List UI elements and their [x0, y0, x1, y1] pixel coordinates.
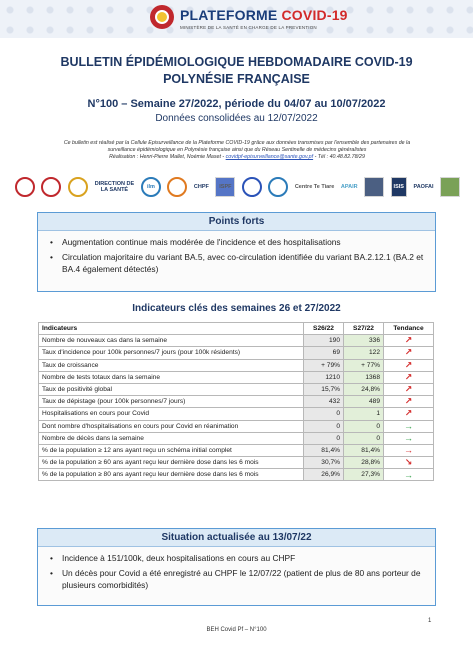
situation-heading: Situation actualisée au 13/07/22	[38, 529, 435, 547]
partner-logo: Centre Te Tiare	[294, 184, 335, 190]
partner-logo	[440, 177, 460, 197]
indicator-label: % de la population ≥ 12 ans ayant reçu un schéma initial complet	[39, 444, 304, 456]
credits-block	[42, 140, 432, 162]
indicator-label: Nombre de décès dans la semaine	[39, 432, 304, 444]
trend-arrow-icon: ↗	[384, 347, 434, 359]
col-s27: S27/22	[344, 323, 384, 335]
table-row	[39, 432, 434, 444]
table-row	[39, 457, 434, 469]
trend-arrow-icon: ↗	[384, 396, 434, 408]
bullet-icon: •	[50, 553, 53, 563]
bulletin-title: BULLETIN ÉPIDÉMIOLOGIQUE HEBDOMADAIRE COVID-19	[60, 55, 413, 69]
brand-part2: COVID-19	[281, 7, 348, 23]
consolidation-date: Données consolidées au 12/07/2022	[155, 113, 318, 124]
table-row	[39, 444, 434, 456]
indicator-label: Taux de croissance	[39, 359, 304, 371]
partner-logo: ilm	[141, 177, 161, 197]
situation-item: • Un décès pour Covid a été enregistré au CHPF le 12/07/22 (patient de plus de 80 ans porteur de plusieurs comorbidités)	[50, 568, 421, 590]
indicators-table	[38, 322, 434, 481]
partner-logo	[268, 177, 288, 197]
bullet-icon: •	[50, 237, 53, 247]
highlights-box	[37, 212, 436, 292]
partner-logo	[15, 177, 35, 197]
indicator-label: Nombre de tests totaux dans la semaine	[39, 371, 304, 383]
table-row	[39, 371, 434, 383]
bullet-icon: •	[50, 568, 53, 578]
indicators-heading: Indicateurs clés des semaines 26 et 27/2022	[132, 303, 341, 314]
col-trend: Tendance	[384, 323, 434, 335]
value-s27: 24,8%	[344, 383, 384, 395]
value-s27: 28,8%	[344, 457, 384, 469]
partner-logo: CHPF	[193, 184, 209, 190]
trend-arrow-icon: ↗	[384, 383, 434, 395]
value-s27: 0	[344, 432, 384, 444]
highlights-heading: Points forts	[38, 213, 435, 231]
partner-logo: APAIR	[340, 184, 358, 190]
value-s26: 30,7%	[304, 457, 344, 469]
trend-arrow-icon: →	[384, 469, 434, 481]
value-s26: 432	[304, 396, 344, 408]
table-row	[39, 347, 434, 359]
contact-email-link[interactable]: covidpf-episurveillance@sante.gov.pf	[225, 154, 314, 161]
value-s27: 122	[344, 347, 384, 359]
indicator-label: Taux d'incidence pour 100k personnes/7 jours (pour 100k résidents)	[39, 347, 304, 359]
page-number: 1	[428, 618, 432, 624]
credits-line3	[42, 154, 432, 161]
value-s26: + 79%	[304, 359, 344, 371]
table-row	[39, 335, 434, 347]
partner-logo	[242, 177, 262, 197]
partner-logo: PAOFAI	[413, 184, 434, 190]
value-s26: 26,9%	[304, 469, 344, 481]
partner-logo: ISIS	[391, 177, 407, 197]
col-s26: S26/22	[304, 323, 344, 335]
indicator-label: Hospitalisations en cours pour Covid	[39, 408, 304, 420]
trend-arrow-icon: →	[384, 432, 434, 444]
indicator-label: % de la population ≥ 80 ans ayant reçu leur dernière dose dans les 6 mois	[39, 469, 304, 481]
trend-arrow-icon: ↗	[384, 359, 434, 371]
brand-part1: PLATEFORME	[180, 7, 278, 23]
value-s26: 15,7%	[304, 383, 344, 395]
region-title: POLYNÉSIE FRANÇAISE	[163, 72, 310, 86]
highlight-item: • Augmentation continue mais modérée de l'incidence et des hospitalisations	[50, 237, 341, 247]
indicator-label: Taux de positivité global	[39, 383, 304, 395]
trend-arrow-icon: →	[384, 420, 434, 432]
indicator-label: Nombre de nouveaux cas dans la semaine	[39, 335, 304, 347]
credits-line1: Ce bulletin est réalisé par la Cellule Episurveillance de la Plateforme COVID-19 grâce aux données transmises par l'ensemble des partenaires de la	[63, 140, 411, 146]
value-s26: 69	[304, 347, 344, 359]
value-s27: 1	[344, 408, 384, 420]
phone-text: - Tél : 40.48.82.78/29	[313, 154, 365, 161]
value-s27: 489	[344, 396, 384, 408]
trend-arrow-icon: ↗	[384, 371, 434, 383]
value-s27: 27,3%	[344, 469, 384, 481]
value-s26: 0	[304, 420, 344, 432]
credits-line2: surveillance épidémiologique en Polynésie française ainsi que du Réseau Sentinelle de médecins généralistes	[107, 147, 367, 154]
partner-logo	[364, 177, 384, 197]
partner-logo	[68, 177, 88, 197]
highlight-item: • Circulation majoritaire du variant BA.5, avec co-circulation identifiée du variant BA.2.12.1 (BA.2 et BA.4 également détectés)	[50, 252, 424, 274]
indicator-label: Dont nombre d'hospitalisations en cours pour Covid en réanimation	[39, 420, 304, 432]
partner-logo: ISPF	[215, 177, 235, 197]
trend-arrow-icon: ↗	[384, 408, 434, 420]
issue-period: N°100 – Semaine 27/2022, période du 04/07 au 10/07/2022	[87, 98, 386, 110]
table-row	[39, 420, 434, 432]
value-s26: 0	[304, 432, 344, 444]
table-row	[39, 408, 434, 420]
partner-logo	[167, 177, 187, 197]
bullet-icon: •	[50, 252, 53, 262]
value-s27: 336	[344, 335, 384, 347]
trend-arrow-icon: →	[384, 444, 434, 456]
value-s27: + 77%	[344, 359, 384, 371]
value-s26: 190	[304, 335, 344, 347]
value-s27: 1368	[344, 371, 384, 383]
plateforme-logo-icon	[150, 5, 174, 29]
indicator-label: Taux de dépistage (pour 100k personnes/7 jours)	[39, 396, 304, 408]
table-row	[39, 396, 434, 408]
value-s26: 0	[304, 408, 344, 420]
brand-subtitle: MINISTÈRE DE LA SANTÉ EN CHARGE DE LA PREVENTION	[180, 25, 317, 30]
authors-text: Réalisation : Henri-Pierre Mallet, Noémie Maset -	[109, 154, 226, 161]
value-s26: 81,4%	[304, 444, 344, 456]
table-row	[39, 469, 434, 481]
table-row	[39, 359, 434, 371]
header-banner	[0, 0, 473, 38]
partner-logo: DIRECTION DE LA SANTÉ	[94, 181, 135, 193]
situation-item: • Incidence à 151/100k, deux hospitalisations en cours au CHPF	[50, 553, 296, 563]
indicator-label: % de la population ≥ 60 ans ayant reçu leur dernière dose dans les 6 mois	[39, 457, 304, 469]
table-header-row	[39, 323, 434, 335]
value-s26: 1210	[304, 371, 344, 383]
partner-logo	[41, 177, 61, 197]
value-s27: 0	[344, 420, 384, 432]
partner-logos-row	[15, 175, 460, 199]
value-s27: 81,4%	[344, 444, 384, 456]
footer-text: BEH Covid Pf – N°100	[206, 627, 267, 633]
table-row	[39, 383, 434, 395]
trend-arrow-icon: ↘	[384, 457, 434, 469]
brand-title	[180, 7, 348, 23]
situation-box	[37, 528, 436, 606]
trend-arrow-icon: ↗	[384, 335, 434, 347]
col-indicators: Indicateurs	[39, 323, 304, 335]
